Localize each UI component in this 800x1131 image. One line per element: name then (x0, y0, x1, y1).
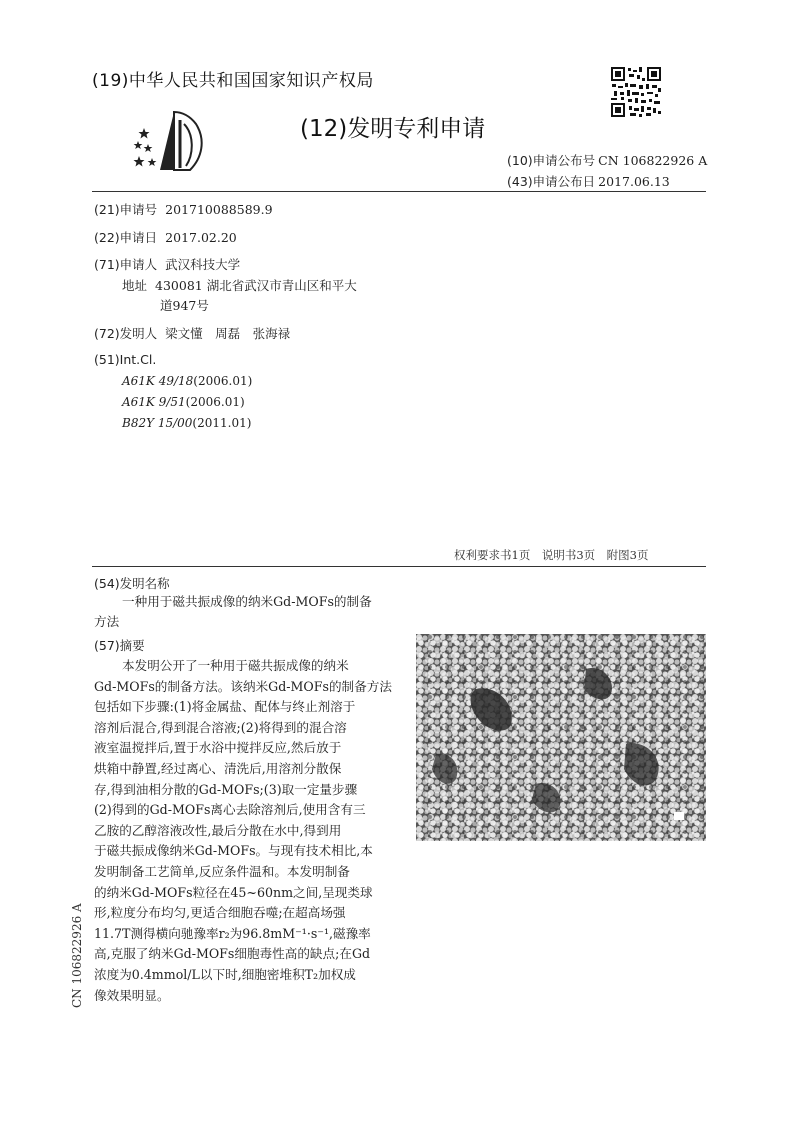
office-name: (19)中华人民共和国国家知识产权局 (92, 71, 374, 91)
publication-number-row (507, 151, 707, 169)
abstract-line: 液室温搅拌后,置于水浴中搅拌反应,然后放于 (94, 740, 342, 756)
applicant-name: 武汉科技大学 (165, 257, 241, 272)
application-number-row (94, 200, 273, 218)
address-line-2-text: 道947号 (160, 298, 209, 313)
ipc-version: (2011.01) (192, 416, 252, 430)
ipc-entry (122, 416, 251, 430)
cnipa-logo (130, 110, 210, 176)
abstract-line: 形,粒度分布均匀,更适合细胞吞噬;在超高场强 (94, 905, 346, 921)
abstract-line: 于磁共振成像纳米Gd-MOFs。与现有技术相比,本 (94, 843, 373, 859)
side-publication-code: CN 106822926 A (70, 903, 84, 1008)
abstract-line: 浓度为0.4mmol/L以下时,细胞密堆积T₂加权成 (94, 966, 356, 982)
address-label: 地址 (122, 278, 148, 293)
title-label: (54)发明名称 (94, 576, 170, 591)
application-date-label: (22)申请日 (94, 230, 158, 245)
applicant-row (94, 255, 240, 273)
document-type: (12)发明专利申请 (300, 116, 486, 142)
ipc-version: (2006.01) (193, 374, 253, 388)
page-counts: 权利要求书1页 说明书3页 附图3页 (454, 548, 649, 562)
abstract-body (94, 656, 404, 1006)
publication-date-label: (43)申请公布日 (507, 174, 596, 189)
publication-date-row (507, 172, 670, 190)
abstract-line: 存,得到油相分散的Gd-MOFs;(3)取一定量步骤 (94, 781, 358, 797)
int-cl-label: (51)Int.Cl. (94, 352, 157, 367)
publication-number-label: (10)申请公布号 (507, 153, 596, 168)
header-divider (92, 191, 706, 192)
publication-date: 2017.06.13 (598, 174, 670, 189)
invention-title-line: 方法 (94, 614, 120, 629)
application-number: 201710088589.9 (165, 202, 273, 217)
abstract-line: 发明制备工艺简单,反应条件温和。本发明制备 (94, 863, 350, 879)
ipc-entry (122, 374, 252, 388)
inventor-label: (72)发明人 (94, 326, 158, 341)
qr-code-icon (610, 66, 662, 118)
address-line-1: 430081 湖北省武汉市青山区和平大 (155, 278, 357, 293)
abstract-line: 像效果明显。 (94, 987, 170, 1003)
abstract-line: 溶剂后混合,得到混合溶液;(2)将得到的混合溶 (94, 719, 347, 735)
abstract-divider (92, 566, 706, 567)
invention-title-line: 一种用于磁共振成像的纳米Gd-MOFs的制备 (122, 594, 372, 609)
abstract-line: 高,克服了纳米Gd-MOFs细胞毒性高的缺点;在Gd (94, 946, 371, 962)
abstract-line: 乙胺的乙醇溶液改性,最后分散在水中,得到用 (94, 822, 342, 838)
inventor-row (94, 324, 290, 342)
abstract-label: (57)摘要 (94, 638, 145, 653)
ipc-version: (2006.01) (185, 395, 245, 409)
application-date-row (94, 228, 237, 246)
address-line-2 (160, 296, 209, 314)
abstract-line: 烘箱中静置,经过离心、清洗后,用溶剂分散保 (94, 760, 342, 776)
abstract-line: (2)得到的Gd-MOFs离心去除溶剂后,使用含有三 (94, 802, 366, 818)
application-date: 2017.02.20 (165, 230, 237, 245)
ipc-code: B82Y 15/00 (122, 416, 193, 430)
ipc-entry (122, 395, 245, 409)
ipc-code: A61K 49/18 (122, 374, 194, 388)
abstract-line: 本发明公开了一种用于磁共振成像的纳米 (122, 658, 349, 673)
sem-micrograph (416, 634, 706, 841)
abstract-line: 的纳米Gd-MOFs粒径在45~60nm之间,呈现类球 (94, 884, 373, 900)
applicant-label: (71)申请人 (94, 257, 158, 272)
abstract-line: Gd-MOFs的制备方法。该纳米Gd-MOFs的制备方法 (94, 678, 392, 694)
abstract-line: 11.7T测得横向驰豫率r₂为96.8mM⁻¹·s⁻¹,磁豫率 (94, 925, 371, 941)
ipc-code: A61K 9/51 (122, 395, 186, 409)
abstract-line: 包括如下步骤:(1)将金属盐、配体与终止剂溶于 (94, 699, 356, 715)
inventor-names: 梁文懂 周磊 张海禄 (165, 326, 291, 341)
address-row (122, 276, 357, 294)
application-number-label: (21)申请号 (94, 202, 158, 217)
publication-number: CN 106822926 A (598, 153, 708, 168)
